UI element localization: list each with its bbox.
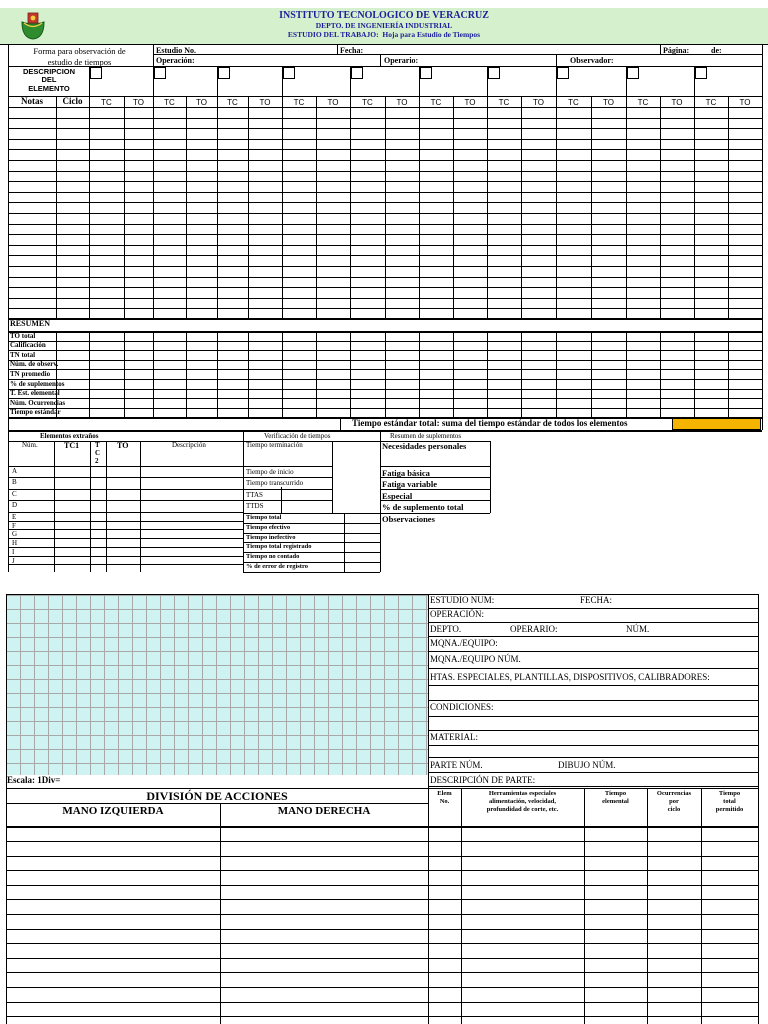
verification-line [243, 562, 380, 563]
actions-row-line [6, 856, 758, 857]
divider [380, 430, 381, 572]
s2-operacion: OPERACIÓN: [430, 609, 485, 619]
col-tc: TC [705, 98, 717, 107]
s2-mqna-equipo-num: MQNA./EQUIPO NÚM. [430, 654, 521, 664]
right-hand-header: MANO DERECHA [277, 805, 371, 817]
allowance-line [380, 466, 490, 467]
actions-row-line [6, 841, 758, 842]
table-row-line [8, 181, 762, 182]
summary-row-label: TN promedio [10, 369, 51, 378]
header-row-line [153, 54, 762, 55]
verification-line [243, 523, 380, 524]
verification-item: Tiempo no contado [246, 553, 300, 561]
operario-label: Operario: [384, 56, 419, 65]
verification-line [243, 533, 380, 534]
extraneous-row-letter: H [12, 539, 18, 547]
extraneous-column-line [140, 441, 141, 572]
summary-column-line [385, 331, 386, 417]
col-to: TO [396, 98, 408, 107]
hands-header-bottom [6, 826, 428, 828]
header-divider [153, 44, 154, 66]
verification-start-time: Tiempo de inicio [246, 468, 294, 476]
col-to: TO [464, 98, 476, 107]
verification-line [243, 477, 332, 478]
table-row-line [8, 266, 762, 267]
summary-column-line [56, 331, 57, 417]
extraneous-row-line [8, 556, 243, 557]
col-to: TO [671, 98, 683, 107]
frame-right [762, 44, 763, 430]
layout-grid[interactable] [6, 595, 428, 775]
extraneous-row-letter: F [12, 522, 16, 530]
extraneous-row-letter: D [12, 501, 18, 509]
s2-condiciones: CONDICIONES: [430, 702, 494, 712]
operacion-label: Operación: [156, 56, 195, 65]
division-title: DIVISIÓN DE ACCIONES [146, 789, 288, 803]
extraneous-col-to: TO [117, 441, 129, 450]
elements-column-line [461, 788, 462, 1024]
extraneous-column-line [8, 441, 9, 572]
allowance-line [380, 489, 490, 490]
actions-row-line [6, 987, 758, 988]
info-row-line [428, 685, 758, 686]
col-to: TO [133, 98, 144, 107]
column-line [521, 96, 522, 318]
column-line [248, 96, 249, 318]
allowed-time-line2: total [723, 798, 736, 805]
extraneous-col-num: Núm. [22, 441, 38, 449]
s2-num: NÚM. [626, 624, 650, 634]
allowance-total: % de suplemento total [382, 502, 464, 512]
elem-no-line1: Elem [437, 790, 452, 797]
elements-column-line [584, 788, 585, 1024]
element-checkbox[interactable] [283, 67, 295, 79]
table-row-line [8, 160, 762, 161]
col-tc: TC [637, 98, 649, 107]
sheet2-top [6, 594, 758, 595]
observador-label: Observador: [570, 56, 614, 65]
divider [243, 430, 244, 572]
summary-row-line [8, 341, 762, 342]
institution-logo-icon [20, 10, 46, 40]
extraneous-row-letter: J [12, 557, 15, 565]
actions-top [6, 788, 758, 789]
verification-line [243, 542, 380, 543]
table-row-line [8, 224, 762, 225]
subject-text: Hoja para Estudio de Tiempos [382, 30, 481, 39]
allowance-personal: Necesidades personales [382, 441, 467, 451]
divider [490, 441, 491, 513]
observations-label: Observaciones [382, 514, 435, 524]
column-line [56, 96, 57, 318]
col-to: TO [533, 98, 544, 107]
summary-row-label: Núm. de observ. [10, 360, 59, 369]
table-row-line [8, 128, 762, 129]
actions-row-line [6, 943, 758, 944]
scale-label: Escala: 1Div= [7, 775, 61, 785]
extraneous-column-line [106, 441, 107, 572]
elements-column-line [701, 788, 702, 1024]
summary-column-line [556, 331, 557, 417]
subject-prefix: ESTUDIO DEL TRABAJO: [287, 30, 379, 39]
element-checkbox[interactable] [351, 67, 363, 79]
col-tc: TC [568, 98, 579, 107]
info-row-line [428, 668, 758, 669]
element-checkbox[interactable] [627, 67, 639, 79]
extraneous-row-letter: E [12, 513, 17, 521]
sheet2-divider [428, 594, 429, 1024]
info-row-line [428, 636, 758, 637]
s2-depto: DEPTO. [430, 624, 462, 634]
element-checkbox[interactable] [90, 67, 102, 79]
section-header-line [380, 441, 490, 442]
extraneous-row-letter: B [12, 478, 17, 486]
element-checkbox[interactable] [218, 67, 230, 79]
table-row-line [8, 171, 762, 172]
column-line [124, 96, 125, 318]
divider [340, 417, 341, 430]
col-tc: TC [498, 98, 510, 107]
info-row-line [428, 716, 758, 717]
column-line [453, 96, 454, 318]
pagina-label: Página: [663, 46, 690, 55]
col-to: TO [259, 98, 271, 107]
elem-time-line1: Tiempo [604, 790, 627, 797]
actions-row-line [6, 972, 758, 973]
extraneous-title: Elementos extraños [40, 432, 99, 440]
allowed-time-line3: permitido [715, 806, 744, 813]
verification-item: Tiempo total registrado [246, 543, 312, 551]
actions-row-line [6, 914, 758, 915]
element-checkbox[interactable] [420, 67, 432, 79]
summary-row-label: Núm. Ocurrencias [10, 398, 66, 407]
extraneous-row-line [8, 477, 243, 478]
estudio-no-label: Estudio No. [156, 46, 197, 55]
summary-row-line [8, 389, 762, 390]
occurrences-line3: ciclo [667, 806, 681, 813]
summary-bottom [8, 417, 762, 419]
actions-row-line [6, 899, 758, 900]
extraneous-row-line [8, 547, 243, 548]
sheet2-right [758, 594, 759, 1024]
actions-row-line [6, 1002, 758, 1003]
tools-line2: alimentación, velocidad, [489, 798, 556, 805]
standard-total-field[interactable] [672, 418, 761, 430]
extraneous-col-tc2-t: T [95, 441, 100, 449]
table-row-line [8, 298, 762, 299]
summary-column-line [124, 331, 125, 417]
col-tc: TC [362, 98, 373, 107]
actions-row-line [6, 885, 758, 886]
table-bottom [8, 318, 762, 320]
s2-parte-num: PARTE NÚM. [430, 760, 483, 770]
summary-title: RESUMEN [10, 319, 51, 328]
element-checkbox[interactable] [488, 67, 500, 79]
col-to: TO [603, 98, 614, 107]
extraneous-col-tc1: TC1 [64, 441, 80, 450]
summary-column-line [153, 331, 154, 417]
actions-row-line [6, 929, 758, 930]
col-tc: TC [164, 98, 175, 107]
extraneous-col-tc2-c: C [95, 449, 101, 457]
info-row-line [428, 745, 758, 746]
extraneous-row-line [8, 564, 243, 565]
verification-item: Tiempo total [246, 514, 282, 521]
form-title-line1: Forma para observación de [33, 46, 126, 56]
verification-item: Tiempo efectivo [246, 523, 291, 531]
summary-row-line [8, 379, 762, 380]
col-tc: TC [227, 98, 238, 107]
department-title: DEPTO. DE INGENIERÍA INDUSTRIAL [315, 21, 453, 30]
summary-column-line [728, 331, 729, 417]
col-tc: TC [430, 98, 442, 107]
summary-column-line [591, 331, 592, 417]
info-row-line [428, 700, 758, 701]
actions-row-line [6, 870, 758, 871]
left-hand-header: MANO IZQUIERDA [62, 805, 164, 817]
allowed-time-line1: Tiempo [718, 790, 741, 797]
elements-column-line [647, 788, 648, 1024]
actions-row-line [6, 958, 758, 959]
verification-line [243, 552, 380, 553]
verification-ttds: TTDS [246, 502, 264, 510]
summary-row-label: Calificación [10, 341, 46, 350]
summary-column-line [89, 331, 90, 417]
extraneous-row-letter: I [12, 548, 15, 556]
desc-label-line3: ELEMENTO [28, 84, 70, 93]
table-row-line [8, 192, 762, 193]
de-label: de: [711, 46, 722, 55]
summary-row-line [8, 350, 762, 351]
header-divider [556, 54, 557, 66]
summary-row-label: Tiempo estándar [10, 408, 61, 417]
info-row-line [428, 772, 758, 773]
header-divider [380, 54, 381, 66]
form-title-line2: estudio de tiempos [47, 57, 112, 67]
extraneous-column-line [54, 441, 55, 572]
verification-line [243, 513, 380, 514]
table-row-line [8, 287, 762, 288]
info-row-line [428, 651, 758, 652]
s2-htas: HTAS. ESPECIALES, PLANTILLAS, DISPOSITIVOS, CALIBRADORES: [430, 672, 710, 682]
table-row-line [8, 277, 762, 278]
info-row-line [428, 622, 758, 623]
summary-row-label: % de suplementos [10, 379, 65, 388]
s2-estudio-num: ESTUDIO NUM: [430, 595, 495, 605]
table-row-line [8, 213, 762, 214]
verification-transcribed: Tiempo transcurrido [246, 479, 304, 487]
frame-top [8, 44, 762, 45]
summary-top [8, 331, 762, 333]
header-divider [660, 44, 661, 54]
extraneous-row-line [8, 500, 243, 501]
summary-row-line [8, 360, 762, 361]
summary-column-line [487, 331, 488, 417]
info-row-line [428, 786, 758, 787]
tools-line1: Herramientas especiales [488, 790, 557, 797]
element-checkbox[interactable] [154, 67, 166, 79]
col-to: TO [327, 98, 339, 107]
extraneous-row-line [8, 489, 243, 490]
extraneous-row-line [8, 538, 243, 539]
allowance-special: Especial [382, 491, 413, 501]
header-divider [337, 44, 338, 54]
summary-row-line [8, 408, 762, 409]
extraneous-row-line [8, 529, 243, 530]
info-row-line [428, 730, 758, 731]
header-band [0, 8, 768, 45]
summary-column-line [217, 331, 218, 417]
s2-mqna-equipo: MQNA./EQUIPO: [430, 638, 498, 648]
allowance-line [380, 477, 490, 478]
section-header-line [8, 441, 380, 442]
info-row-line [428, 608, 758, 609]
actions-subtitle-line [6, 803, 428, 804]
verification-line [243, 500, 332, 501]
summary-column-line [453, 331, 454, 417]
s2-dibujo-num: DIBUJO NÚM. [558, 760, 616, 770]
summary-row-line [8, 398, 762, 399]
summary-column-line [626, 331, 627, 417]
element-checkbox[interactable] [557, 67, 569, 79]
actions-row-line [6, 1016, 758, 1017]
column-line [316, 96, 317, 318]
extraneous-col-tc2-2: 2 [95, 457, 99, 465]
column-line [385, 96, 386, 318]
header-row-line [8, 66, 762, 67]
summary-row-label: TN total [10, 350, 36, 359]
occurrences-line2: por [669, 798, 679, 805]
elem-time-line2: elemental [602, 798, 629, 805]
col-to: TO [196, 98, 207, 107]
table-row-line [8, 308, 762, 309]
column-line [591, 96, 592, 318]
table-row-line [8, 139, 762, 140]
verification-line [243, 572, 380, 573]
s2-fecha: FECHA: [580, 595, 613, 605]
summary-column-line [521, 331, 522, 417]
summary-column-line [186, 331, 187, 417]
table-row-line [8, 245, 762, 246]
summary-column-line [694, 331, 695, 417]
col-tc: TC [293, 98, 305, 107]
column-line [660, 96, 661, 318]
allowances-title: Resumen de suplementos [390, 432, 462, 440]
summary-row-line [8, 369, 762, 370]
elem-no-line2: No. [439, 798, 450, 805]
s2-material: MATERIAL: [430, 732, 478, 742]
verification-title: Verificación de tiempos [264, 432, 331, 440]
summary-column-line [248, 331, 249, 417]
summary-column-line [316, 331, 317, 417]
col-tc: TC [101, 98, 112, 107]
verification-item: Tiempo inefectivo [246, 533, 296, 541]
allowance-variable: Fatiga variable [382, 479, 438, 489]
extraneous-row-letter: A [12, 467, 18, 475]
elements-header-bottom [428, 826, 758, 828]
fecha-label: Fecha: [340, 46, 364, 55]
subject-title [0, 30, 768, 39]
summary-row-label: TO total [10, 331, 36, 340]
col-to: TO [739, 98, 751, 107]
standard-total-bottom [8, 430, 762, 432]
occurrences-line1: Ocurrencias [656, 790, 692, 797]
extraneous-row-line [8, 521, 243, 522]
summary-column-line [282, 331, 283, 417]
extraneous-row-letter: C [12, 490, 17, 498]
allowance-line [380, 513, 490, 514]
extraneous-row-letter: G [12, 530, 18, 538]
extraneous-column-line [90, 441, 91, 572]
verification-line [243, 489, 332, 490]
extraneous-col-desc: Descripción [172, 441, 206, 449]
desc-label-line1: DESCRIPCION [22, 67, 76, 76]
column-line [186, 96, 187, 318]
divider [332, 441, 333, 513]
col-notas: Notas [21, 96, 43, 106]
institution-title: INSTITUTO TECNOLOGICO DE VERACRUZ [279, 10, 489, 21]
verification-line [243, 466, 332, 467]
table-row-line [8, 202, 762, 203]
table-row-line [8, 234, 762, 235]
verification-ttas: TTAS [246, 491, 263, 499]
summary-column-line [350, 331, 351, 417]
extraneous-header-bottom [8, 466, 243, 467]
table-row-line [8, 118, 762, 119]
info-row-line [428, 757, 758, 758]
sheet2-left [6, 594, 7, 1024]
verification-item: % de error de registro [246, 563, 308, 570]
tools-line3: profundidad de corte, etc. [486, 806, 559, 813]
summary-row-label: T. Est. elemental [10, 389, 60, 398]
allowance-line [380, 500, 490, 501]
desc-label-line2: DEL [41, 75, 57, 84]
extraneous-row-line [8, 512, 243, 513]
table-row-line [8, 149, 762, 150]
summary-column-line [660, 331, 661, 417]
column-line [728, 96, 729, 318]
s2-operario: OPERARIO: [510, 624, 558, 634]
summary-column-line [419, 331, 420, 417]
element-checkbox[interactable] [695, 67, 707, 79]
allowance-basic: Fatiga básica [382, 468, 430, 478]
verification-end-time: Tiempo terminación [246, 441, 303, 449]
col-ciclo: Ciclo [62, 96, 83, 106]
table-row-line [8, 255, 762, 256]
standard-total-label: Tiempo estándar total: suma del tiempo estándar de todos los elementos [352, 418, 628, 428]
s2-desc-parte: DESCRIPCIÓN DE PARTE: [430, 775, 536, 785]
